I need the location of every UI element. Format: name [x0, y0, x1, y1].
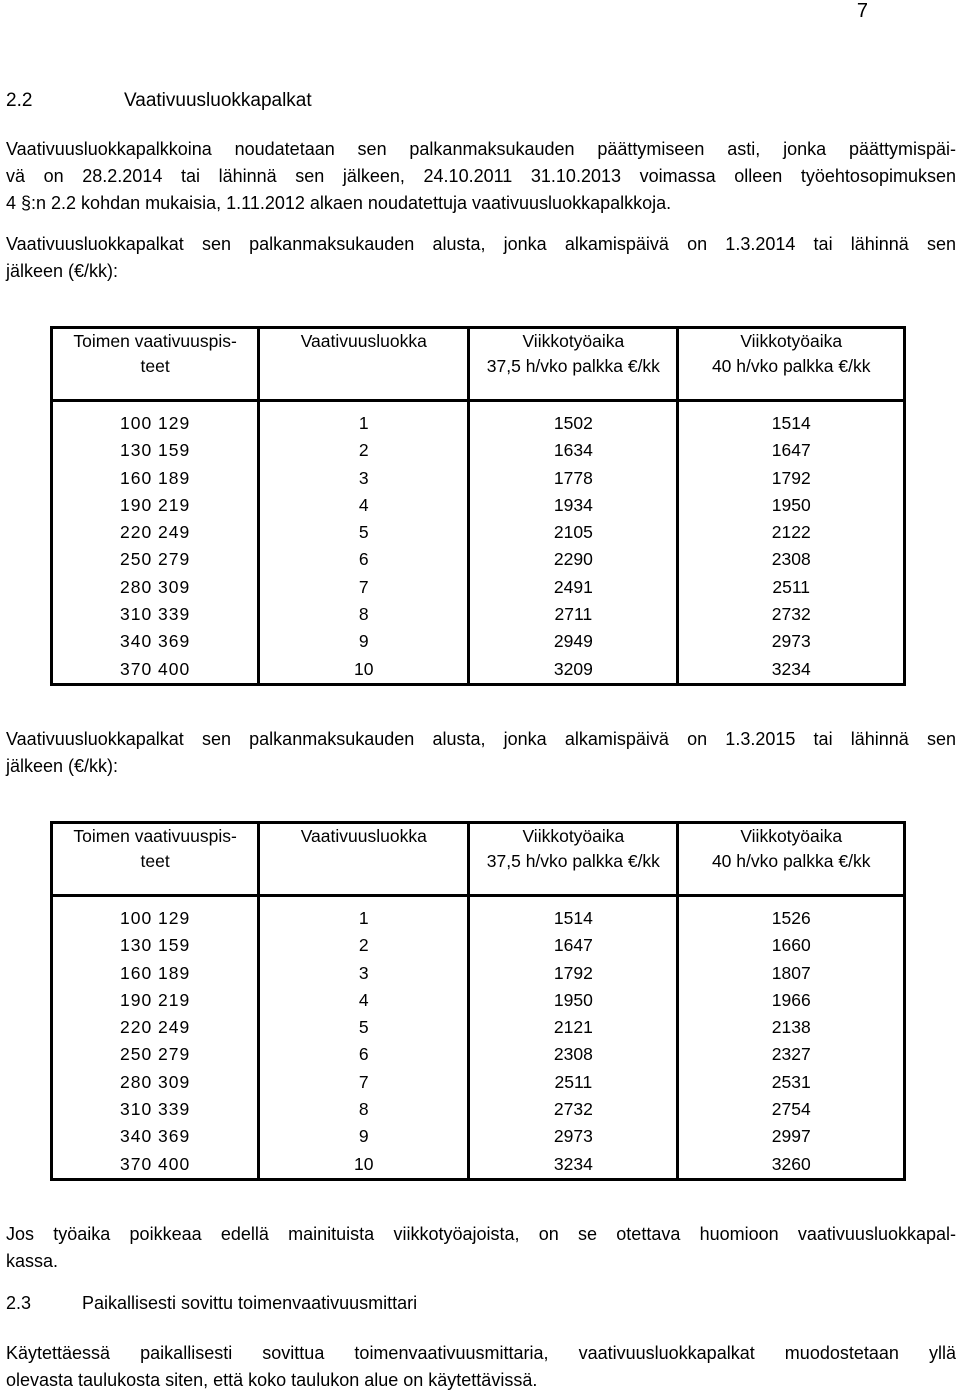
table-cell: 2949 [553, 631, 593, 652]
note-line: kassa. [6, 1251, 59, 1271]
header-text: Viikkotyöaika [740, 331, 843, 351]
table-cell: 250 279 [119, 1044, 191, 1065]
final-paragraph [6, 1340, 956, 1394]
table-cell: 2973 [771, 631, 811, 652]
table-cell: 9 [358, 631, 369, 652]
header-text: Toimen vaativuuspis- [73, 331, 237, 351]
table-header-row [52, 328, 905, 401]
salary-37h-column [469, 401, 678, 685]
table-cell: 1526 [771, 908, 811, 928]
table-cell: 1792 [553, 962, 593, 983]
table-cell: 250 279 [119, 549, 191, 570]
table-cell: 7 [358, 576, 369, 597]
table-body-row [52, 401, 905, 685]
table-cell: 3234 [771, 658, 811, 679]
table-cell: 1 [358, 908, 369, 928]
header-points [52, 823, 259, 896]
table-cell: 340 369 [119, 631, 191, 652]
header-class [259, 328, 469, 401]
table-cell: 370 400 [119, 658, 191, 679]
header-text: 40 h/vko palkka €/kk [711, 851, 871, 871]
section-number: 2.2 [6, 90, 33, 111]
table-cell: 3 [358, 962, 369, 983]
table-cell: 2997 [771, 1126, 811, 1147]
section-heading-2-3 [6, 1293, 418, 1314]
table-header-row [52, 823, 905, 896]
intro-line: Vaativuusluokkapalkkoina noudatetaan sen palkanmaksukauden päättymiseen asti, jonka päättymispäi- [6, 139, 956, 159]
table-cell: 2122 [771, 522, 811, 543]
caption-line: jälkeen (€/kk): [6, 756, 119, 776]
table2-caption [6, 726, 956, 780]
intro-line: 4 §:n 2.2 kohdan mukaisia, 1.11.2012 alkaen noudatettuja vaativuusluokkapalkkoja. [6, 193, 672, 213]
table-cell: 3234 [553, 1153, 593, 1174]
header-text: 40 h/vko palkka €/kk [711, 356, 871, 376]
table-cell: 3260 [771, 1153, 811, 1174]
table-cell: 2308 [553, 1044, 593, 1065]
table-cell: 160 189 [119, 467, 191, 488]
table-cell: 2491 [553, 576, 593, 597]
section-title: Vaativuusluokkapalkat [124, 90, 312, 111]
classes-column [259, 401, 469, 685]
section-title: Paikallisesti sovittu toimenvaativuusmittari [82, 1293, 418, 1313]
table-cell: 1950 [553, 989, 593, 1010]
table-cell: 1950 [771, 494, 811, 515]
salary-table-2014 [50, 326, 906, 686]
table-cell: 2511 [554, 1071, 593, 1092]
section-heading-2-2 [6, 90, 312, 112]
table-cell: 160 189 [119, 962, 191, 983]
table-cell: 2138 [771, 1017, 811, 1038]
header-text: Vaativuusluokka [300, 331, 427, 351]
header-text: Vaativuusluokka [300, 826, 427, 846]
table-cell: 310 339 [119, 604, 191, 625]
table-cell: 10 [354, 658, 374, 679]
table-cell: 2973 [553, 1126, 593, 1147]
table-cell: 280 309 [119, 576, 191, 597]
table-cell: 2121 [553, 1017, 593, 1038]
table-cell: 4 [358, 494, 369, 515]
caption-line: jälkeen (€/kk): [6, 261, 119, 281]
table-cell: 370 400 [119, 1153, 191, 1174]
table-cell: 1934 [553, 494, 593, 515]
table-cell: 4 [358, 989, 369, 1010]
table-cell: 1 [358, 413, 369, 433]
section-number: 2.3 [6, 1293, 32, 1313]
table-cell: 2105 [553, 522, 593, 543]
table-cell: 220 249 [119, 1017, 191, 1038]
table-cell: 2 [358, 935, 369, 956]
table-cell: 190 219 [119, 494, 191, 515]
ranges-column [52, 896, 259, 1180]
header-text: teet [140, 851, 170, 871]
table-cell: 1647 [771, 440, 811, 461]
intro-line: vä on 28.2.2014 tai lähinnä sen jälkeen, 24.10.2011 31.10.2013 voimassa olleen työehtosopimuksen [6, 166, 956, 186]
table-cell: 2711 [554, 604, 593, 625]
table1-caption [6, 231, 956, 285]
table-cell: 5 [358, 1017, 369, 1038]
header-text: Viikkotyöaika [522, 826, 625, 846]
header-text: teet [140, 356, 170, 376]
header-points [52, 328, 259, 401]
table-cell: 190 219 [119, 989, 191, 1010]
table-cell: 100 129 [119, 908, 191, 928]
header-text: 37,5 h/vko palkka €/kk [486, 851, 660, 871]
table-cell: 310 339 [119, 1099, 191, 1120]
table-cell: 1502 [553, 413, 593, 433]
header-40h [678, 823, 905, 896]
table-cell: 1807 [771, 962, 811, 983]
header-40h [678, 328, 905, 401]
table-cell: 1514 [771, 413, 811, 433]
header-class [259, 823, 469, 896]
table-cell: 6 [358, 1044, 369, 1065]
salary-40h-column [678, 401, 905, 685]
header-text: 37,5 h/vko palkka €/kk [486, 356, 660, 376]
table-cell: 1966 [771, 989, 811, 1010]
caption-line: Vaativuusluokkapalkat sen palkanmaksukauden alusta, jonka alkamispäivä on 1.3.2014 tai lähinnä sen [6, 234, 956, 254]
table-cell: 9 [358, 1126, 369, 1147]
classes-column [259, 896, 469, 1180]
table-cell: 1778 [553, 467, 593, 488]
final-line: olevasta taulukosta siten, että koko taulukon alue on käytettävissä. [6, 1370, 538, 1390]
header-text: Viikkotyöaika [522, 331, 625, 351]
table-cell: 340 369 [119, 1126, 191, 1147]
page-number: 7 [856, 0, 868, 22]
table-cell: 6 [358, 549, 369, 570]
table-cell: 2754 [771, 1099, 811, 1120]
table-cell: 130 159 [119, 935, 191, 956]
table-cell: 2732 [553, 1099, 593, 1120]
table-cell: 2327 [771, 1044, 811, 1065]
table-cell: 100 129 [119, 413, 191, 433]
table-cell: 3 [358, 467, 369, 488]
header-text: Viikkotyöaika [740, 826, 843, 846]
header-37h [469, 328, 678, 401]
table-cell: 220 249 [119, 522, 191, 543]
salary-table-2015 [50, 821, 906, 1181]
table-cell: 1634 [553, 440, 593, 461]
table-cell: 10 [354, 1153, 374, 1174]
table-cell: 2308 [771, 549, 811, 570]
salary-40h-column [678, 896, 905, 1180]
caption-line: Vaativuusluokkapalkat sen palkanmaksukauden alusta, jonka alkamispäivä on 1.3.2015 tai lähinnä sen [6, 729, 956, 749]
table-cell: 2290 [553, 549, 593, 570]
table-cell: 1514 [553, 908, 593, 928]
table-cell: 2 [358, 440, 369, 461]
table-cell: 7 [358, 1071, 369, 1092]
table-cell: 1792 [771, 467, 811, 488]
table-cell: 3209 [553, 658, 593, 679]
table-cell: 2732 [771, 604, 811, 625]
final-line: Käytettäessä paikallisesti sovittua toimenvaativuusmittaria, vaativuusluokkapalkat muodostetaan yllä [6, 1343, 956, 1363]
note-line: Jos työaika poikkeaa edellä mainituista viikkotyöajoista, on se otettava huomioon vaativuusluokkapal- [6, 1224, 956, 1244]
ranges-column [52, 401, 259, 685]
table-cell: 280 309 [119, 1071, 191, 1092]
table-cell: 8 [358, 1099, 369, 1120]
salary-37h-column [469, 896, 678, 1180]
header-text: Toimen vaativuuspis- [73, 826, 237, 846]
note-paragraph [6, 1221, 956, 1275]
table-cell: 5 [358, 522, 369, 543]
intro-paragraph [6, 136, 956, 217]
table-cell: 2511 [772, 576, 811, 597]
table-cell: 2531 [771, 1071, 811, 1092]
table-cell: 130 159 [119, 440, 191, 461]
table-cell: 8 [358, 604, 369, 625]
table-body-row [52, 896, 905, 1180]
table-cell: 1660 [771, 935, 811, 956]
table-cell: 1647 [553, 935, 593, 956]
header-37h [469, 823, 678, 896]
